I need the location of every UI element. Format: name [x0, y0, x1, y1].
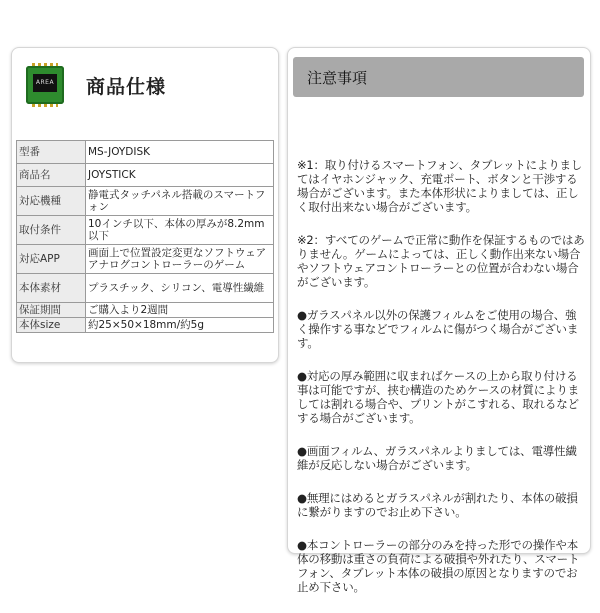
spec-label: 本体size — [17, 318, 86, 333]
notes-panel — [287, 47, 591, 594]
spec-value: プラスチック、シリコン、電導性繊維 — [86, 274, 274, 303]
note-item: ●無理にはめるとガラスパネルが割れたり、本体の破損に繋がりますのでお止め下さい。 — [297, 491, 578, 519]
spec-label: 本体素材 — [17, 274, 86, 303]
notes-title: 注意事項 — [307, 68, 368, 87]
spec-label: 対応機種 — [17, 187, 86, 216]
spec-value: MS-JOYDISK — [86, 141, 274, 164]
spec-row — [17, 216, 274, 245]
spec-value: 画面上で位置設定変更なソフトウェアアナログコントローラーのゲーム — [86, 245, 274, 274]
spec-label: 商品名 — [17, 164, 86, 187]
spec-title: 商品仕様 — [86, 75, 167, 98]
note-item: ●ガラスパネル以外の保護フィルムをご使用の場合、強く操作する事などでフィルムに傷がつく場合がございます。 — [297, 308, 579, 350]
spec-label: 対応APP — [17, 245, 86, 274]
spec-row — [17, 245, 274, 274]
chip-icon — [26, 66, 64, 104]
notes-body — [297, 158, 585, 613]
spec-value: 静電式タッチパネル搭載のスマートフォン — [86, 187, 274, 216]
spec-row — [17, 303, 274, 318]
spec-row — [17, 187, 274, 216]
spec-panel — [11, 47, 279, 363]
spec-row — [17, 164, 274, 187]
spec-row — [17, 141, 274, 164]
spec-label: 型番 — [17, 141, 86, 164]
note-item: ●画面フィルム、ガラスパネルよりましては、電導性繊維が反応しない場合がございます。 — [297, 444, 577, 472]
spec-row — [17, 274, 274, 303]
spec-label: 保証期間 — [17, 303, 86, 318]
note-item: ●対応の厚み範囲に収まればケースの上から取り付ける事は可能ですが、挟む構造のためケースの材質によりましては割れる場合や、プリントがこすれる、取れるなどする場合がございます。 — [297, 369, 579, 425]
notes-header — [293, 57, 584, 97]
spec-value: 約25×50×18mm/約5g — [86, 318, 274, 333]
spec-table — [16, 140, 274, 333]
note-item: ※1：取り付けるスマートフォン、タブレットによりましてはイヤホンジャック、充電ポート、ボタンと干渉する場合がございます。また本体形状によりましては、正しく取付出来ない場合がございます。 — [297, 158, 583, 214]
spec-label: 取付条件 — [17, 216, 86, 245]
chip-label: AREA — [33, 74, 57, 92]
spec-row — [17, 318, 274, 333]
note-item: ※2：すべてのゲームで正常に動作を保証するものではありません。ゲームによっては、正しく動作出来ない場合やソフトウェアコントローラーとの位置が合わない場合がございます。 — [297, 233, 585, 289]
spec-value: ご購入より2週間 — [86, 303, 274, 318]
spec-header — [26, 66, 166, 104]
spec-value: JOYSTICK — [86, 164, 274, 187]
spec-value: 10インチ以下、本体の厚みが8.2mm以下 — [86, 216, 274, 245]
note-item: ●本コントローラーの部分のみを持った形での操作や本体の移動は重さの負荷による破損や外れたり、スマートフォン、タブレット本体の破損の原因となりますのでお止め下さい。 — [297, 538, 580, 594]
